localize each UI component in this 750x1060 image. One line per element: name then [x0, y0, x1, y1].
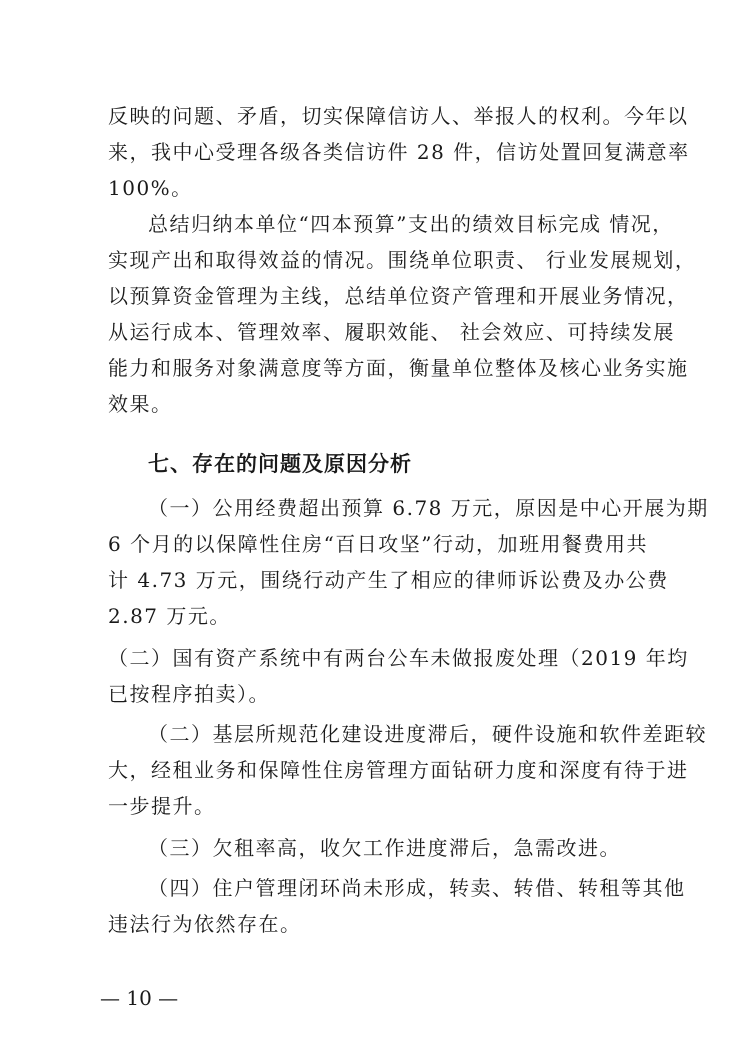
text-line: （四）住户管理闭环尚未形成，转卖、转借、转租等其他: [148, 876, 686, 900]
text-line: 2.87 万元。: [108, 604, 231, 628]
text-line: 总结归纳本单位“四本预算”支出的绩效目标完成 情况，: [148, 212, 674, 236]
paragraph-summary: [108, 206, 697, 422]
paragraph-item-3: [108, 830, 638, 866]
text-line: 一步提升。: [108, 794, 216, 818]
paragraph-item-1: [108, 490, 709, 634]
paragraph-petition: [108, 98, 690, 206]
text-line: （二）国有资产系统中有两台公车未做报废处理（2019 年均: [108, 646, 689, 670]
text-line: 已按程序拍卖）。: [108, 682, 270, 706]
text-line: 反映的问题、矛盾，切实保障信访人、举报人的权利。今年以: [108, 104, 689, 128]
text-line: 能力和服务对象满意度等方面，衡量单位整体及核心业务实施: [108, 356, 689, 380]
text-line: 从运行成本、管理效率、履职效能、 社会效应、可持续发展: [108, 320, 675, 344]
page-number: — 10 —: [100, 986, 179, 1010]
text-line: 来，我中心受理各级各类信访件 28 件，信访处置回复满意率: [108, 140, 690, 164]
text-line: 效果。: [108, 392, 173, 416]
text-line: 违法行为依然存在。: [108, 912, 302, 936]
paragraph-item-4: [108, 870, 686, 942]
text-line: （二）基层所规范化建设进度滞后，硬件设施和软件差距较: [148, 722, 707, 746]
text-line: （一）公用经费超出预算 6.78 万元，原因是中心开展为期: [148, 496, 709, 520]
text-line: 计 4.73 万元，围绕行动产生了相应的律师诉讼费及办公费: [108, 568, 669, 592]
text-line: 6 个月的以保障性住房“百日攻坚”行动，加班用餐费用共: [108, 532, 649, 556]
text-line: 以预算资金管理为主线，总结单位资产管理和开展业务情况，: [108, 284, 689, 308]
paragraph-item-2a: [108, 640, 689, 712]
text-line: 实现产出和取得效益的情况。围绕单位职责、 行业发展规划，: [108, 248, 697, 272]
text-line: 100%。: [108, 176, 193, 200]
text-line: （三）欠租率高，收欠工作进度滞后，急需改进。: [148, 836, 621, 860]
section-heading: 七、存在的问题及原因分析: [148, 452, 412, 476]
text-line: 大，经租业务和保障性住房管理方面钻研力度和深度有待于进: [108, 758, 689, 782]
paragraph-item-2b: [108, 716, 707, 824]
